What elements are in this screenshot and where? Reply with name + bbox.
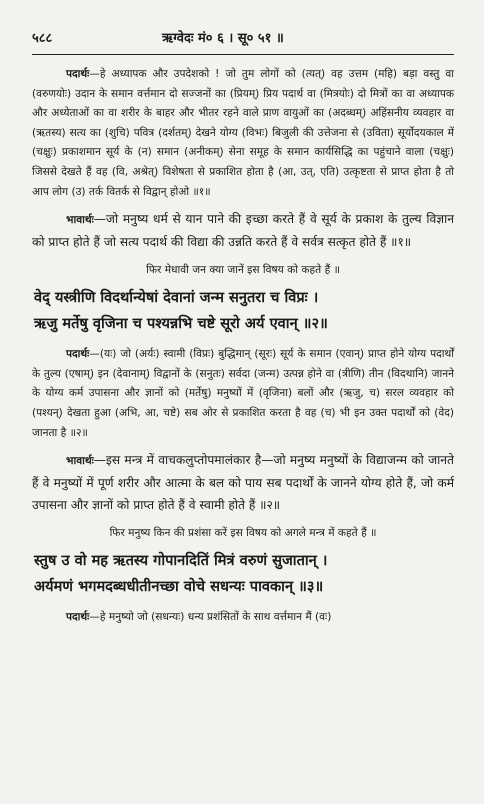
mantra-3-line-1: स्तुष उ वो मह ऋतस्य गोपानदितिं मित्रं वरुणं सुजातान् । [34,552,328,570]
bhavartha-text: —इस मन्त्र में वाचकलुप्तोपमालंकार है—जो मनुष्य मनुष्यों के विद्याजन्म को जानते हैं वे मनुष्यों में पूर्ण शरीर और आत्मा के बल को पाय सब पदार्थों के जानने योग्य होते हैं, जो कर्म उपासना और ज्ञानों को प्राप्त होते हैं वे स्वामी होते हैं ॥२॥ [32,453,454,513]
page-number: ५८८ [32,31,53,46]
page-header [32,28,454,55]
padartha-text: —हे मनुष्यो जो (सधन्यः) धन्य प्रशंसितों के साथ वर्त्तमान मैं (वः) [89,611,332,624]
padartha-label: पदार्थः [66,348,90,361]
mantra-2-line-2: ऋजु मर्तेषु वृजिना च पश्यन्नभि चष्टे सूरो अर्य एवान् ॥२॥ [34,315,328,333]
padartha-label: पदार्थः [66,611,90,624]
intro-line-1: फिर मेधावी जन क्या जानें इस विषय को कहते हैं ॥ [146,264,340,277]
running-title: ऋग्वेदः मं० ६ । सू० ५१ ॥ [162,31,284,46]
mantra-3-line-2: अर्यमणं भगमदब्धधीतीनच्छा वोचे सधन्यः पावकान् ॥३॥ [34,578,324,596]
bhavartha-paragraph-1 [32,208,454,253]
bhavartha-label: भावार्थः [66,455,94,468]
bhavartha-label: भावार्थः [66,214,94,227]
padartha-paragraph-2 [32,345,454,443]
bhavartha-paragraph-2 [32,449,454,516]
padartha-text: —हे अध्यापक और उपदेशको ! जो तुम लोगों को (त्यत्) वह उत्तम (महि) बड़ा वस्तु वा (वरुणयोः) उदान के समान वर्त्तमान दो सज्जनों का (प्रियम्) प्रिय पदार्थ वा (मित्रयोः) दो मित्रों का वा अध्यापक और अध्येताओं का वा शरीर के बाहर और भीतर रहने वाले प्राण वायुओं का (अदब्धम्) अहिंसनीय व्यवहार वा (ऋतस्य) सत्य का (शुचि) पवित्र (दर्शतम्) देखने योग्य (विभः) बिजुली की उत्तेजना से (उविता) सूर्योदयकाल में (चक्षुः) प्रकाशमान सूर्य के (न) समान (अनीकम्) सेना समूह के समान कार्यसिद्धि का पहुंचाने वाला (चक्षुः) जिससे देखते हैं वह (वि, अश्रेत्) विशेषता से प्रकाशित होता है (आ, उत्, एति) उत्कृष्टता से प्राप्त होता है तो आप लोग (उ) तर्क वितर्क से विद्वान् होओ ॥१॥ [32,68,454,198]
mantra-2-line-1: वेद् यस्त्रीणि विदर्थान्येषां देवानां जन्म सनुतरा च विप्रः । [34,289,319,307]
bhavartha-text: —जो मनुष्य धर्म से यान पाने की इच्छा करते हैं वे सूर्य के प्रकाश के तुल्य विज्ञान को प्राप्त होते हैं जो सत्य पदार्थ की विद्या की उन्नति करते हैं वे सर्वत्र सत्कृत होते हैं ॥१॥ [32,212,454,250]
padartha-text: —(यः) जो (अर्यः) स्वामी (विप्रः) बुद्धिमान् (सूरः) सूर्य के समान (एवान्) प्राप्त होने योग्य पदार्थों के तुल्य (एषाम्) इन (देवानाम्) विद्वानों के (सनुतः) सर्वदा (जन्म) उत्पन्न होने वा (त्रीणि) तीन (विदथानि) जानने के योग्य कर्म उपासना और ज्ञानों को (मर्तेषु) मनुष्यों में (वृजिना) बलों और (ऋजु, च) सरल व्यवहार को (पश्यन्) देखता हुआ (अभि, आ, चष्टे) सब ओर से प्रकाशित करता है वह (च) भी इन उक्त पदार्थों को (वेद) जानता है ॥२॥ [32,348,454,439]
padartha-label: पदार्थः [66,68,90,80]
intro-line-2: फिर मनुष्य किन की प्रशंसा करें इस विषय को अगले मन्त्र में कहते हैं ॥ [109,527,377,540]
padartha-paragraph-1 [32,65,454,202]
padartha-paragraph-3 [32,608,454,628]
